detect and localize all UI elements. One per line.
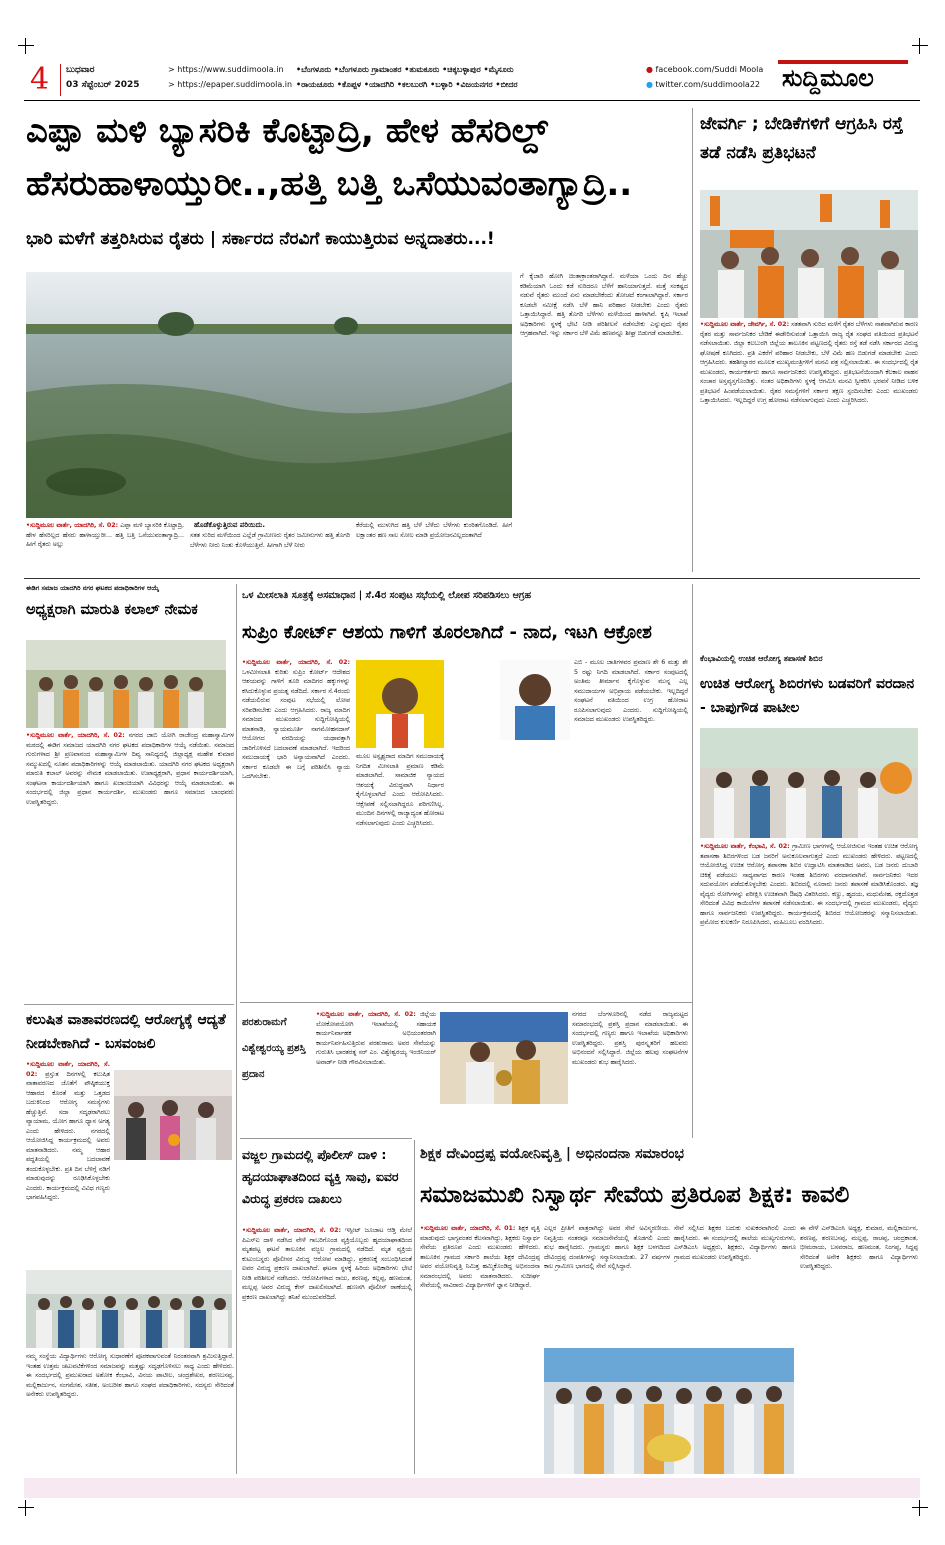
camp-headline: ಉಚಿತ ಆರೋಗ್ಯ ಶಿಬಿರಗಳು ಬಡವರಿಗೆ ವರದಾನ - ಬಾಪುಗೌಡ ಪಾಟೀಲ — [700, 676, 915, 716]
column-rule — [236, 584, 237, 1474]
teacher-felicitation-photo — [544, 1348, 794, 1474]
health-dateline: •ಸುದ್ದಿಮೂಲ ವಾರ್ತೆ, ಯಾದಗಿರಿ, ಸೆ. 02: — [26, 1061, 110, 1078]
header-divider — [60, 64, 61, 96]
camp-body — [700, 842, 918, 1138]
header-rule — [24, 100, 920, 101]
facebook-link[interactable] — [646, 64, 763, 76]
police-body — [242, 1226, 412, 1472]
court-col3: ಎಬಿ - ಮೂಲ ಜಾತಿಗಳವರ ಪ್ರಮಾಣ ಶೇ 6 ಮತ್ತು ಶೇ 5 ರಷ್ಟು ನಿಗದಿ ಮಾಡಲಾಗಿದೆ. ಸರ್ಕಾರ ಸಂಪುಟದಲ್ಲಿ ಅಂತಿಮ ತೀರ್ಮಾನ ಕೈಗೊಳ್ಳುವ ಮುನ್ನ ಎಲ್ಲ ಸಮುದಾಯಗಳ ಅಭಿಪ್ರಾಯ ಪಡೆಯಬೇಕು. ಇಲ್ಲದಿದ್ದರೆ ಸಂಘಟನೆ ವತಿಯಿಂದ ಉಗ್ರ ಹೋರಾಟ ರೂಪಿಸಲಾಗುವುದು ಎಂದರು. ಸುದ್ದಿಗೋಷ್ಠಿಯಲ್ಲಿ ಸಮಾಜದ ಮುಖಂಡರು ಉಪಸ್ಥಿತರಿದ್ದರು. — [574, 659, 688, 723]
teacher-kicker: ಶಿಕ್ಷಕ ದೇವಿಂದ್ರಪ್ಪ ವಯೋನಿವೃತ್ತಿ | ಅಭಿನಂದನಾ ಸಮಾರಂಭ — [420, 1146, 684, 1162]
health-group-photo — [26, 1270, 232, 1348]
column-rule — [692, 584, 693, 1138]
leader-portrait-2 — [500, 660, 570, 740]
lead-photo-caption: ಹೊಡೆಕೊಳ್ಳುತ್ತಿರುವ ಪರಿಯಿದು. — [194, 521, 265, 529]
police-headline: ವಜ್ಜಲ ಗ್ರಾಮದಲ್ಲಿ ಪೊಲೀಸ್ ದಾಳಿ : ಹೃದಯಾಘಾತದಿಂದ ವ್ಯಕ್ತಿ ಸಾವು, ಐವರ ವಿರುದ್ಧ ಪ್ರಕರಣ ದಾಖಲು — [242, 1147, 399, 1206]
teacher-col1-text: ಶಿಕ್ಷಕ ವೃತ್ತಿ ಮಾಡುವುದು ಭಾಗ್ಯವಂತರ ಕೆಲಸವಾಗಿದ್ದು, ಶಿಕ್ಷಕರು ನಿಸ್ವಾರ್ಥ ಸೇವೆಯ ಪ್ರತಿರೂಪ ಎಂದು ಮುಖಂಡರು ಹೇಳಿದರು. ತಾಲೂಕಿನ ಗ್ರಾಮದ ಸರ್ಕಾರಿ ಶಾಲೆಯ ಶಿಕ್ಷಕ ದೇವಿಂದ್ರಪ್ಪ ಅವರ ವಯೋನಿವೃತ್ತಿ ನಿಮಿತ್ತ ಹಮ್ಮಿಕೊಂಡಿದ್ದ ಅಭಿನಂದನಾ ಸಮಾರಂಭದಲ್ಲಿ ಅವರು ಮಾತನಾಡಿದರು. ಸುದೀರ್ಘ ಸೇವೆಯಲ್ಲಿ ಸಾವಿರಾರು ವಿದ್ಯಾರ್ಥಿಗಳಿಗೆ ಜ್ಞಾನ ನೀಡಿದ್ದಾರೆ. — [420, 1225, 540, 1289]
health-body-continued: ನಮ್ಮ ಸಂಸ್ಥೆಯ ವಿದ್ಯಾರ್ಥಿಗಳು ಆರೋಗ್ಯ ಸುಧಾರಣೆಗೆ ಪೂರಕವಾಗುವಂತೆ ನಿರಂತರವಾಗಿ ಶ್ರಮಿಸುತ್ತಿದ್ದಾರೆ. ಇಂತಹ ಉತ್ತಮ ಚಟುವಟಿಕೆಗಳಿಂದ ಸಮಾಜವನ್ನು ಮತ್ತಷ್ಟು ಸದೃಢಗೊಳಿಸಲು ಸಾಧ್ಯ ಎಂದು ಹೇಳಿದರು. ಈ ಸಂದರ್ಭದಲ್ಲಿ ಪ್ರಮುಖರಾದ ಅಶೋಕ ಕೆಂಭಾವಿ, ವಿನಯ ಪಾಟೀಲ, ಚಂದ್ರಶೇಖರ, ಶರಣಬಸಪ್ಪ, ಮಲ್ಲಿಕಾರ್ಜುನ, ಸಂಗಮೇಶ, ಸತೀಶ, ಅಂಬರೀಶ ಹಾಗೂ ಸಂಘದ ಪದಾಧಿಕಾರಿಗಳು, ಸದಸ್ಯರು ಸೇರಿದಂತೆ ಅನೇಕರು ಉಪಸ್ಥಿತರಿದ್ದರು. — [26, 1353, 234, 1398]
jevargi-body — [700, 320, 918, 572]
registration-mark — [912, 38, 928, 54]
column-rule — [414, 1140, 415, 1474]
epaper-link[interactable]: > https://epaper.suddimoola.in — [168, 80, 293, 89]
camp-photo — [700, 728, 918, 838]
lead-body-left-text: ಎಪ್ಪಾ ಮಳಿ ಬ್ಯಾಸರಿಕಿ ಕೊಟ್ಟಾದ್ರಿ, ಹೇಳ ಹೆಸರಿಲ್ಲದ ಹೆಸರು ಹಾಳಾಯ್ತುರೀ... ಹತ್ತಿ ಬತ್ತಿ ಒಸೆಯುವಂತಾಗ್ಯಾದ್ರಿ... ಹೀಗೆ ರೈತರು ಅಲ್ಲು — [26, 522, 184, 548]
teacher-dateline: •ಸುದ್ದಿಮೂಲ ವಾರ್ತೆ, ಯಾದಗಿರಿ, ಸೆ. 01: — [420, 1225, 516, 1232]
column-rule — [692, 108, 693, 572]
lead-body-left — [26, 521, 184, 571]
flooded-field-photo — [26, 272, 512, 518]
teacher-col3: ಸೇವೆ ಸಲ್ಲಿಸಿದ ಶಿಕ್ಷಕರ ಬದುಕು ಸುಖಕರವಾಗಿರಲಿ ಎಂದು ಹಾರೈಸಿದರು. ಈ ಸಂದರ್ಭದಲ್ಲಿ ಶಾಲೆಯ ಮುಖ್ಯಗುರುಗಳು, ಎಸ್‌ಡಿಎಂಸಿ ಅಧ್ಯಕ್ಷರು, ಶಿಕ್ಷಕರು, ವಿದ್ಯಾರ್ಥಿಗಳು ಹಾಗೂ ಗ್ರಾಮದ ಮುಖಂಡರು ಉಪಸ್ಥಿತರಿದ್ದರು. — [674, 1225, 796, 1261]
jevargi-headline: ಜೇವರ್ಗಿ ; ಬೇಡಿಕೆಗಳಿಗೆ ಆಗ್ರಹಿಸಿ ರಸ್ತೆ ತಡೆ ನಡೆಸಿ ಪ್ರತಿಭಟನೆ — [700, 114, 904, 163]
jevargi-dateline: •ಸುದ್ದಿಮೂಲ ವಾರ್ತೆ, ಜೇವರ್ಗಿ, ಸೆ. 02: — [700, 321, 790, 328]
court-headline: ಸುಪ್ರಿಂ ಕೋರ್ಟ್ ಆಶಯ ಗಾಳಿಗೆ ತೂರಲಾಗಿದೆ - ನಾದ, ಇಟಗಿ ಆಕ್ರೋಶ — [242, 622, 652, 643]
award-photo — [440, 1012, 568, 1104]
samaj-headline: ಅಧ್ಯಕ್ಷರಾಗಿ ಮಾರುತಿ ಕಲಾಲ್ ನೇಮಕ — [26, 602, 198, 618]
award-dateline: •ಸುದ್ದಿಮೂಲ ವಾರ್ತೆ, ಯಾದಗಿರಿ, ಸೆ. 02: — [316, 1011, 416, 1018]
facebook-icon: ● — [646, 65, 653, 74]
registration-mark — [18, 38, 34, 54]
lead-body-mid: ಸತತ ಸುರಿದ ಮಳೆಯಿಂದ ಎಲ್ಲೆಡೆ ಗ್ರಾಮೀಣರು ರೈತರ ಜಮೀನುಗಳು ಹತ್ತಿ ತೊಗರಿ ಬೆಳೆಗಳು ನೀರು ನಿಂತು ಕೊಳೆಯುತ್ತಿವೆ. ಹೀಗಾಗಿ ಬೆಳೆ ನೀರು — [190, 532, 350, 549]
court-kicker: ಒಳ ಮೀಸಲಾತಿ ಸೂತ್ರಕ್ಕೆ ಅಸಮಾಧಾನ | ಸೆ.4ರ ಸಂಪುಟ ಸಭೆಯಲ್ಲಿ ಲೋಪ ಸರಿಪಡಿಸಲು ಆಗ್ರಹ — [242, 590, 532, 601]
city-list-bottom: •ರಾಯಚೂರು •ಕೊಪ್ಪಳ •ಯಾದಗಿರಿ •ಕಲಬುರಗಿ •ಬಳ್ಳಾರಿ •ವಿಜಯನಗರ •ಬೀದರ — [296, 80, 518, 89]
court-col1 — [242, 658, 350, 998]
city-list-top: •ಬೆಂಗಳೂರು •ಬೆಂಗಳೂರು ಗ್ರಾಮಾಂತರ •ತುಮಕೂರು •ಚಿಕ್ಕಬಳ್ಳಾಪುರ •ಮೈಸೂರು — [296, 65, 514, 74]
camp-body-text: ಗ್ರಾಮೀಣ ಭಾಗಗಳಲ್ಲಿ ಆಯೋಜಿಸುವ ಇಂತಹ ಉಚಿತ ಆರೋಗ್ಯ ತಪಾಸಣಾ ಶಿಬಿರಗಳಿಂದ ಬಡ ಜನರಿಗೆ ಅನುಕೂಲವಾಗುತ್ತದೆ ಎಂದು ಮುಖಂಡರು ಹೇಳಿದರು. ಪಟ್ಟಣದಲ್ಲಿ ಆಯೋಜಿಸಿದ್ದ ಉಚಿತ ಆರೋಗ್ಯ ತಪಾಸಣಾ ಶಿಬಿರ ಉದ್ಘಾಟಿಸಿ ಮಾತನಾಡಿದ ಅವರು, ಬಡ ಜನರು ದುಬಾರಿ ಚಿಕಿತ್ಸೆ ಪಡೆಯಲು ಸಾಧ್ಯವಾಗದ ಕಾರಣ ಇಂತಹ ಶಿಬಿರಗಳು ವರದಾನವಾಗಿವೆ. ಸಾರ್ವಜನಿಕರು ಇದರ ಸದುಪಯೋಗ ಪಡೆದುಕೊಳ್ಳಬೇಕು ಎಂದರು. ಶಿಬಿರದಲ್ಲಿ ನೂರಾರು ಜನರು ತಪಾಸಣೆ ಮಾಡಿಸಿಕೊಂಡರು. ತಜ್ಞ ವೈದ್ಯರು ರೋಗಿಗಳನ್ನು ಪರೀಕ್ಷಿಸಿ ಉಚಿತವಾಗಿ ಔಷಧಿ ವಿತರಿಸಿದರು. ಕಣ್ಣು, ಹೃದಯ, ಮಧುಮೇಹ, ರಕ್ತದೊತ್ತಡ ಸೇರಿದಂತೆ ವಿವಿಧ ಕಾಯಿಲೆಗಳ ತಪಾಸಣೆ ನಡೆಸಲಾಯಿತು. ಈ ಸಂದರ್ಭದಲ್ಲಿ ಗ್ರಾಮದ ಮುಖಂಡರು, ವೈದ್ಯರು ಹಾಗೂ ಸಾರ್ವಜನಿಕರು ಉಪಸ್ಥಿತರಿದ್ದರು. ಕಾರ್ಯಕ್ರಮದಲ್ಲಿ ಶಿಬಿರದ ಆಯೋಜಕರನ್ನು ಸನ್ಮಾನಿಸಲಾಯಿತು. ಪ್ರಮೋದ ಕುಲಕರ್ಣಿ ನಿರೂಪಿಸಿದರು, ಮಹಿಬೂಬ ವಂದಿಸಿದರು. — [700, 843, 918, 926]
court-col1-text: ಒಳಮೀಸಲಾತಿ ಕುರಿತು ಸುಪ್ರಿಂ ಕೋರ್ಟ್ ಆದೇಶದ ಆಶಯವನ್ನು ಗಾಳಿಗೆ ತೂರಿ ಮಾದಿಗರ ಹಕ್ಕುಗಳನ್ನು ಕಸಿದುಕೊಳ್ಳುವ ಪ್ರಯತ್ನ ನಡೆದಿದೆ. ಸರ್ಕಾರ ಸೆ.4ರಂದು ನಡೆಯಲಿರುವ ಸಂಪುಟ ಸಭೆಯಲ್ಲಿ ಲೋಪ ಸರಿಪಡಿಸಬೇಕು ಎಂದು ಆಗ್ರಹಿಸಿದರು. ರಾಜ್ಯ ಮಾದಿಗ ಸಮಾಜದ ಮುಖಂಡರು ಸುದ್ದಿಗೋಷ್ಠಿಯಲ್ಲಿ ಮಾತನಾಡಿ, ನ್ಯಾಯಮೂರ್ತಿ ನಾಗಮೋಹನದಾಸ್ ಆಯೋಗದ ವರದಿಯನ್ನು ಯಥಾವತ್ತಾಗಿ ಜಾರಿಗೊಳಿಸದೆ ಬದಲಾವಣೆ ಮಾಡಲಾಗಿದೆ. ಇದರಿಂದ ಸಮುದಾಯಕ್ಕೆ ಭಾರಿ ಅನ್ಯಾಯವಾಗಿದೆ ಎಂದರು. ಸರ್ಕಾರ ಕೂಡಲೇ ಈ ಬಗ್ಗೆ ಪರಿಶೀಲಿಸಿ ನ್ಯಾಯ ಒದಗಿಸಬೇಕು. — [242, 668, 350, 780]
twitter-link[interactable] — [646, 79, 760, 91]
teacher-col1 — [420, 1224, 540, 1474]
twitter-text: twitter.com/suddimoola22 — [655, 80, 761, 89]
lead-body-mid2: ಕೆರೆಯಲ್ಲಿ ಮುಳುಗಿದ ಹತ್ತಿ ಬೆಳೆ ಬೆಳೆದು ಬೆಳೆಗಳು ಕುಂಠಿತಗೊಂಡಿದೆ. ಹೀಗೆ ಲಕ್ಷಾಂತರ ಹಣ ಸಾಲ ಸೋಲ ಮಾಡಿ ಪ್ರಯೋಜನವಿಲ್ಲದಂತಾಗಿದೆ — [356, 522, 512, 539]
jevargi-body-text: ಸತತವಾಗಿ ಸುರಿದ ಮಳೆಗೆ ರೈತರ ಬೆಳೆಗಳು ನಾಶವಾಗಿರುವ ಕಾರಣ ರೈತರ ಮತ್ತು ಸಾರ್ವಜನಿಕರ ಬೇಡಿಕೆ ಈಡೇರಿಸುವಂತೆ ಒತ್ತಾಯಿಸಿ ರಾಜ್ಯ ರೈತ ಸಂಘದ ವತಿಯಿಂದ ಪ್ರತಿಭಟನೆ ನಡೆಸಲಾಯಿತು. ಜಿಲ್ಲಾ ಕಲಬುರಗಿ ಜಿಲ್ಲೆಯ ತಾಲೂಕಿನ ಪಟ್ಟಣದಲ್ಲಿ ರೈತರು ರಸ್ತೆ ತಡೆ ನಡೆಸಿ ಸರ್ಕಾರದ ವಿರುದ್ಧ ಘೋಷಣೆ ಕೂಗಿದರು. ಪ್ರತಿ ಎಕರೆಗೆ ಪರಿಹಾರ ನೀಡಬೇಕು, ಬೆಳೆ ವಿಮೆ ಹಣ ಬಿಡುಗಡೆ ಮಾಡಬೇಕು ಎಂದು ಆಗ್ರಹಿಸಿದರು. ತಹಶೀಲ್ದಾರರ ಮೂಲಕ ಮುಖ್ಯಮಂತ್ರಿಗಳಿಗೆ ಮನವಿ ಪತ್ರ ಸಲ್ಲಿಸಲಾಯಿತು. ಈ ಸಂದರ್ಭದಲ್ಲಿ ರೈತ ಮುಖಂಡರು, ಕಾರ್ಯಕರ್ತರು ಹಾಗೂ ಸಾರ್ವಜನಿಕರು ಉಪಸ್ಥಿತರಿದ್ದರು. ಪ್ರತಿಭಟನೆಯಿಂದಾಗಿ ಕೆಲಕಾಲ ವಾಹನ ಸಂಚಾರ ಅಸ್ತವ್ಯಸ್ತಗೊಂಡಿತ್ತು. ನಂತರ ಅಧಿಕಾರಿಗಳು ಸ್ಥಳಕ್ಕೆ ಆಗಮಿಸಿ ಮನವಿ ಸ್ವೀಕರಿಸಿ ಭರವಸೆ ನೀಡಿದ ಬಳಿಕ ಪ್ರತಿಭಟನೆ ಹಿಂಪಡೆಯಲಾಯಿತು. ರೈತರ ಸಮಸ್ಯೆಗಳಿಗೆ ಸರ್ಕಾರ ತಕ್ಷಣ ಸ್ಪಂದಿಸಬೇಕು ಎಂದು ಮುಖಂಡರು ಒತ್ತಾಯಿಸಿದರು. ಇಲ್ಲದಿದ್ದರೆ ಉಗ್ರ ಹೋರಾಟ ನಡೆಸಲಾಗುವುದು ಎಂದು ಎಚ್ಚರಿಸಿದರು. — [700, 321, 918, 404]
website-link[interactable]: > https://www.suddimoola.in — [168, 65, 284, 74]
award-body-right: ನಗರದ ಬೆಂಗಳೂರಿನಲ್ಲಿ ನಡೆದ ರಾಜ್ಯಮಟ್ಟದ ಸಮಾರಂಭದಲ್ಲಿ ಪ್ರಶಸ್ತಿ ಪ್ರದಾನ ಮಾಡಲಾಯಿತು. ಈ ಸಂದರ್ಭದಲ್ಲಿ ಗಣ್ಯರು ಹಾಗೂ ಇಲಾಖೆಯ ಅಧಿಕಾರಿಗಳು ಉಪಸ್ಥಿತರಿದ್ದರು. ಪ್ರಶಸ್ತಿ ಪುರಸ್ಕೃತರಿಗೆ ಹಲವರು ಅಭಿನಂದನೆ ಸಲ್ಲಿಸಿದ್ದಾರೆ. ಜಿಲ್ಲೆಯ ಹಲವು ಸಂಘಟನೆಗಳ ಮುಖಂಡರು ಶುಭ ಹಾರೈಸಿದರು. — [572, 1011, 688, 1066]
court-col2b — [450, 658, 500, 750]
samaj-body-text: ನಗರದ ಜಾಬಿ ಯೋಗಿ ರಾಜೇಂದ್ರ ಮಹಾಸ್ವಾಮಿಗಳ ಮಠದಲ್ಲಿ ಈಡಿಗ ಸಮಾಜದ ಯಾದಗಿರಿ ನಗರ ಘಟಕದ ಪದಾಧಿಕಾರಿಗಳ ಆಯ್ಕೆ ನಡೆಯಿತು. ಸಮಾಜದ ಗುರುಗಳಾದ ಶ್ರೀ ಪ್ರಣವಾನಂದ ಮಹಾಸ್ವಾಮಿಗಳ ದಿವ್ಯ ಸಾನಿಧ್ಯದಲ್ಲಿ ಜಿಲ್ಲಾಧ್ಯಕ್ಷ ಮಹೇಶ ಕುಮಾರ ಸಮ್ಮುಖದಲ್ಲಿ ನೂತನ ಪದಾಧಿಕಾರಿಗಳನ್ನು ಆಯ್ಕೆ ಮಾಡಲಾಯಿತು. ಯಾದಗಿರಿ ನಗರ ಘಟಕದ ಅಧ್ಯಕ್ಷರಾಗಿ ಮಾರುತಿ ಕಲಾಲ್ ಅವರನ್ನು ನೇಮಕ ಮಾಡಲಾಯಿತು. ಉಪಾಧ್ಯಕ್ಷರಾಗಿ, ಪ್ರಧಾನ ಕಾರ್ಯದರ್ಶಿಯಾಗಿ, ಸಂಘಟನಾ ಕಾರ್ಯದರ್ಶಿಯಾಗಿ ಹಾಗೂ ಖಜಾಂಚಿಯಾಗಿ ವಿವಿಧರನ್ನು ಆಯ್ಕೆ ಮಾಡಲಾಯಿತು. ಈ ಸಂದರ್ಭದಲ್ಲಿ ಜಿಲ್ಲಾ ಪ್ರಧಾನ ಕಾರ್ಯದರ್ಶಿ, ಮುಖಂಡರು ಹಾಗೂ ಸಮಾಜದ ಬಾಂಧವರು ಉಪಸ್ಥಿತರಿದ್ದರು. — [26, 732, 234, 806]
masthead-logo — [778, 58, 908, 98]
center-rule — [240, 1002, 692, 1003]
lead-subhead: ಭಾರಿ ಮಳೆಗೆ ತತ್ತರಿಸಿರುವ ರೈತರು | ಸರ್ಕಾರದ ನೆರವಿಗೆ ಕಾಯುತ್ತಿರುವ ಅನ್ನದಾತರು...! — [26, 229, 495, 249]
samaj-body — [26, 731, 234, 1001]
teacher-col4: ಈ ವೇಳೆ ಎಸ್‌ಡಿಎಂಸಿ ಅಧ್ಯಕ್ಷ, ಕುಮಾರ, ಮಲ್ಲಿಕಾರ್ಜುನ, ಶರಣಪ್ಪ, ಶರಣಬಸಪ್ಪ, ಮಲ್ಲಪ್ಪ, ರಾಚಪ್ಪ, ಚಂದ್ರಕಾಂತ, ಭೀಮರಾಯ, ಬಸವರಾಜ, ಹಣಮಂತ, ನಿಂಗಪ್ಪ, ಸಿದ್ದಪ್ಪ ಸೇರಿದಂತೆ ಅನೇಕ ಶಿಕ್ಷಕರು ಹಾಗೂ ವಿದ್ಯಾರ್ಥಿಗಳು ಉಪಸ್ಥಿತರಿದ್ದರು. — [800, 1225, 918, 1270]
center-rule — [240, 1138, 412, 1139]
masthead-text: ಸುದ್ದಿಮೂಲ — [782, 64, 874, 92]
health-body — [26, 1060, 110, 1260]
samaj-kicker: ಈಡಿಗ ಸಮಾಜ ಯಾದಗಿರಿ ನಗರ ಘಟಕದ ಪದಾಧಿಕಾರಿಗಳ ಆಯ್ಕೆ — [26, 584, 160, 592]
twitter-icon: ● — [646, 80, 653, 89]
section-rule — [24, 578, 920, 579]
award-body — [316, 1010, 436, 1136]
facebook-text: facebook.com/Suddi Moola — [655, 65, 764, 74]
leader-portrait-1 — [356, 660, 444, 748]
court-dateline: •ಸುದ್ದಿಮೂಲ ವಾರ್ತೆ, ಯಾದಗಿರಿ, ಸೆ. 02: — [242, 659, 350, 666]
award-side-headline: ಪರಶುರಾಮಗೆ ವಿಶ್ವೇಶ್ವರಯ್ಯ ಪ್ರಶಸ್ತಿ ಪ್ರದಾನ — [242, 1017, 306, 1080]
lead-headline-1: ಎಪ್ಪಾ ಮಳಿ ಬ್ಯಾಸರಿಕಿ ಕೊಟ್ಟಾದ್ರಿ, ಹೇಳ ಹೆಸರಿಲ್ದ್ — [26, 111, 548, 151]
court-col3a — [450, 752, 570, 998]
camp-dateline: •ಸುದ್ದಿಮೂಲ ವಾರ್ತೆ, ಕೆಂಭಾವಿ, ಸೆ. 02: — [700, 843, 790, 850]
samaj-group-photo — [26, 640, 226, 728]
page-number: 4 — [30, 62, 50, 97]
left-rule — [24, 1004, 234, 1005]
registration-mark — [912, 1500, 928, 1516]
issue-date: 03 ಸೆಪ್ಟೆಂಬರ್ 2025 — [66, 80, 140, 90]
lead-body-right: ಗೆ ಕೈಜಾರಿ ಹೋಗಿ ಚಿಂತಾಕ್ರಾಂತರಾಗಿದ್ದಾರೆ. ಮಳೆಯಾ ಒಂದು ದಿನ ಹೆಚ್ಚು ಕಡಿಮೆಯಾಗಿ ಒಂದು ಕಡೆ ಸುರಿದರೂ ಬೆಳೆಗೆ ಹಾನಿಯಾಗುತ್ತದೆ. ಮತ್ತೆ ಸಂಕಷ್ಟದ ನಡುವೆ ರೈತರು ಮುಂದೆ ಏನು ಮಾಡಬೇಕೆಂದು ತೋಚದೆ ಕಂಗಾಲಾಗಿದ್ದಾರೆ. ಸರ್ಕಾರ ಕೂಡಲೇ ಸಮೀಕ್ಷೆ ನಡೆಸಿ ಬೆಳೆ ಹಾನಿ ಪರಿಹಾರ ನೀಡಬೇಕು ಎಂದು ರೈತರು ಒತ್ತಾಯಿಸಿದ್ದಾರೆ. ಹತ್ತಿ ತೊಗರಿ ಬೆಳೆಗಳು ಮಳೆಯಿಂದ ಹಾಳಾಗಿವೆ. ಕೃಷಿ ಇಲಾಖೆ ಅಧಿಕಾರಿಗಳು ಸ್ಥಳಕ್ಕೆ ಭೇಟಿ ನೀಡಿ ಪರಿಶೀಲನೆ ನಡೆಸಬೇಕು ಎನ್ನುವುದು ರೈತರ ಆಗ್ರಹವಾಗಿದೆ. ಇನ್ನು ಸರ್ಕಾರ ಬೆಳೆ ವಿಮೆ ಹಣವನ್ನೂ ಶೀಘ್ರ ಬಿಡುಗಡೆ ಮಾಡಬೇಕು. — [520, 273, 688, 337]
registration-mark — [18, 1500, 34, 1516]
lead-headline-2: ಹೆಸರುಹಾಳಾಯ್ತುರೀ..,ಹತ್ತಿ ಬತ್ತಿ ಒಸೆಯುವಂತಾಗ್ಯಾದ್ರಿ.. — [26, 164, 633, 204]
teacher-headline: ಸಮಾಜಮುಖಿ ನಿಸ್ವಾರ್ಥ ಸೇವೆಯ ಪ್ರತಿರೂಪ ಶಿಕ್ಷಕ: ಕಾವಲಿ — [420, 1182, 850, 1208]
samaj-dateline: •ಸುದ್ದಿಮೂಲ ವಾರ್ತೆ, ಯಾದಗಿರಿ, ಸೆ. 02: — [26, 732, 125, 739]
footer-strip — [24, 1478, 920, 1498]
award-body-text: ಜಿಲ್ಲೆಯ ಲೋಕೋಪಯೋಗಿ ಇಲಾಖೆಯಲ್ಲಿ ಸಹಾಯಕ ಕಾರ್ಯನಿರ್ವಾಹಕ ಅಭಿಯಂತರರಾಗಿ ಕಾರ್ಯನಿರ್ವಹಿಸುತ್ತಿರುವ ಪರಶುರಾಮ ಅವರ ಸೇವೆಯನ್ನು ಗುರುತಿಸಿ ಭಾರತರತ್ನ ಸರ್ ಎಂ. ವಿಶ್ವೇಶ್ವರಯ್ಯ ಇಂಜಿನಿಯರ್ ಅವಾರ್ಡ್ ನೀಡಿ ಗೌರವಿಸಲಾಯಿತು. — [316, 1011, 436, 1066]
health-event-photo — [114, 1070, 232, 1160]
lead-dateline: •ಸುದ್ದಿಮೂಲ ವಾರ್ತೆ, ಯಾದಗಿರಿ, ಸೆ. 02: — [26, 522, 119, 529]
protest-photo — [700, 190, 918, 318]
court-col2: ಮೂಲ ಅಸ್ಪೃಶ್ಯರಾದ ಮಾದಿಗ ಸಮುದಾಯಕ್ಕೆ ನಿಗದಿತ ಮೀಸಲಾತಿ ಪ್ರಮಾಣ ಕಡಿಮೆ ಮಾಡಲಾಗಿದೆ. ಸಾಮಾಜಿಕ ನ್ಯಾಯದ ಆಶಯಕ್ಕೆ ವಿರುದ್ಧವಾಗಿ ನಿರ್ಧಾರ ಕೈಗೊಳ್ಳಲಾಗಿದೆ ಎಂದು ಆರೋಪಿಸಿದರು. ಆಕ್ಷೇಪಣೆ ಸಲ್ಲಿಸಲಾಗಿದ್ದರೂ ಪರಿಗಣಿಸಿಲ್ಲ. ಮುಂದಿನ ದಿನಗಳಲ್ಲಿ ರಾಜ್ಯಾದ್ಯಂತ ಹೋರಾಟ ನಡೆಸಲಾಗುವುದು ಎಂದು ಎಚ್ಚರಿಸಿದರು. — [356, 753, 444, 827]
police-body-text: ಇಸ್ಪೀಟ್ ಜೂಜಾಟ ಆಡ್ತಿ ಮೇಲೆ ಪಿಎಸ್‌ಐ ದಾಳಿ ನಡೆಸಿದ ವೇಳೆ ಗಾಬರಿಗೊಂಡ ವ್ಯಕ್ತಿಯೊಬ್ಬರು ಹೃದಯಾಘಾತದಿಂದ ಮೃತಪಟ್ಟ ಘಟನೆ ತಾಲೂಕಿನ ವಜ್ಜಲ ಗ್ರಾಮದಲ್ಲಿ ನಡೆದಿದೆ. ಮೃತ ವ್ಯಕ್ತಿಯ ಕುಟುಂಬಸ್ಥರು ಪೊಲೀಸರ ವಿರುದ್ಧ ಆರೋಪ ಮಾಡಿದ್ದು, ಪ್ರಕರಣಕ್ಕೆ ಸಂಬಂಧಿಸಿದಂತೆ ಐವರ ವಿರುದ್ಧ ಪ್ರಕರಣ ದಾಖಲಾಗಿದೆ. ಘಟನಾ ಸ್ಥಳಕ್ಕೆ ಹಿರಿಯ ಅಧಿಕಾರಿಗಳು ಭೇಟಿ ನೀಡಿ ಪರಿಶೀಲನೆ ನಡೆಸಿದರು. ಆರೋಪಿಗಳಾದ ರಾಜು, ಶರಣಪ್ಪ, ಕಲ್ಲಪ್ಪ, ಹಣಮಂತ, ಮಲ್ಲಪ್ಪ ಅವರ ವಿರುದ್ಧ ಕೇಸ್ ದಾಖಲಿಸಲಾಗಿದೆ. ಹುಣಸಗಿ ಪೊಲೀಸ್ ಠಾಣೆಯಲ್ಲಿ ಪ್ರಕರಣ ದಾಖಲಾಗಿದ್ದು ತನಿಖೆ ಮುಂದುವರೆದಿದೆ. — [242, 1227, 412, 1301]
issue-day: ಬುಧವಾರ — [66, 65, 95, 75]
police-dateline: •ಸುದ್ದಿಮೂಲ ವಾರ್ತೆ, ಯಾದಗಿರಿ, ಸೆ. 02: — [242, 1227, 342, 1234]
teacher-col2: ಎಲ್ಲರ ಪ್ರೀತಿಗೆ ಪಾತ್ರರಾಗಿದ್ದು ಅವರ ಸೇವೆ ಅವಿಸ್ಮರಣೀಯ. ನಿವೃತ್ತಿಯ ನಂತರವೂ ಸಮಾಜಸೇವೆಯಲ್ಲಿ ತೊಡಗಲಿ ಎಂದು ಶುಭ ಹಾರೈಸಿದರು. ಗ್ರಾಮಸ್ಥರು ಹಾಗೂ ಶಿಕ್ಷಕ ಬಳಗದಿಂದ ದೇವಿಂದ್ರಪ್ಪ ದಂಪತಿಗಳನ್ನು ಸನ್ಮಾನಿಸಲಾಯಿತು. 27 ವರ್ಷಗಳ ಕಾಲ ಗ್ರಾಮೀಣ ಭಾಗದಲ್ಲಿ ಸೇವೆ ಸಲ್ಲಿಸಿದ್ದಾರೆ. — [544, 1225, 670, 1270]
camp-kicker: ಕೆಂಭಾವಿಯಲ್ಲಿ ಉಚಿತ ಆರೋಗ್ಯ ತಪಾಸಣೆ ಶಿಬಿರ — [700, 654, 823, 663]
health-body-text: ಪ್ರಸ್ತುತ ದಿನಗಳಲ್ಲಿ ಕಲುಷಿತ ವಾತಾವರಣದ ಜೊತೆಗೆ ಪೌಷ್ಠಿಕಯುಕ್ತ ಆಹಾರದ ಕೊರತೆ ಮತ್ತು ಒತ್ತಡದ ಬದುಕಿನಿಂದ ಆರೋಗ್ಯ ಸಮಸ್ಯೆಗಳು ಹೆಚ್ಚುತ್ತಿವೆ. ಸದಾ ಸದೃಢರಾಗಿರಲು ವ್ಯಾಯಾಮ, ಯೋಗ ಹಾಗೂ ಧ್ಯಾನ ಅಗತ್ಯ ಎಂದು ಹೇಳಿದರು. ನಗರದಲ್ಲಿ ಆಯೋಜಿಸಿದ್ದ ಕಾರ್ಯಕ್ರಮದಲ್ಲಿ ಅವರು ಮಾತನಾಡಿದರು. ನಮ್ಮ ಆಹಾರ ಪದ್ಧತಿಯಲ್ಲಿ ಬದಲಾವಣೆ ತಂದುಕೊಳ್ಳಬೇಕು. ಪ್ರತಿ ದಿನ ಬೆಳಿಗ್ಗೆ ನಡಿಗೆ ಮಾಡುವುದನ್ನು ರೂಢಿಸಿಕೊಳ್ಳಬೇಕು ಎಂದರು. ಕಾರ್ಯಕ್ರಮದಲ್ಲಿ ವಿವಿಧ ಗಣ್ಯರು ಭಾಗವಹಿಸಿದ್ದರು. — [26, 1070, 110, 1201]
health-headline: ಕಲುಷಿತ ವಾತಾವರಣದಲ್ಲಿ ಆರೋಗ್ಯಕ್ಕೆ ಆದ್ಯತೆ ನೀಡಬೇಕಾಗಿದೆ - ಬಸವಂಜಲಿ — [26, 1012, 226, 1052]
